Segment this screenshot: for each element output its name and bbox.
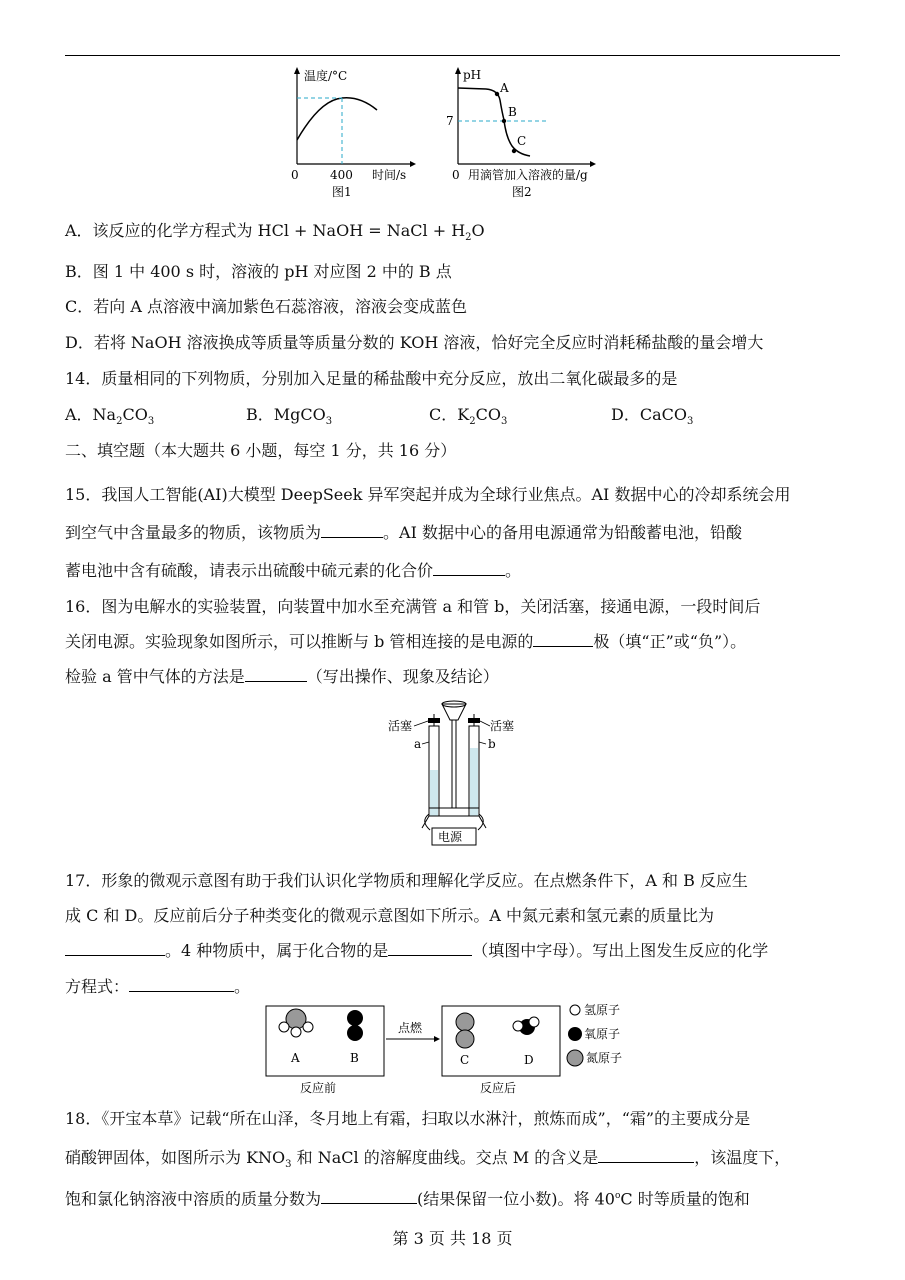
q15-blank-2[interactable] bbox=[433, 561, 505, 576]
q17-blank-3[interactable] bbox=[129, 977, 234, 992]
q16-blank-1[interactable] bbox=[533, 632, 593, 647]
stopcock-left-label: 活塞 bbox=[388, 719, 413, 733]
fig2-origin: 0 bbox=[452, 168, 460, 182]
fig2-xlabel: 用滴管加入溶液的量/g bbox=[468, 168, 588, 182]
figure-2 bbox=[446, 67, 596, 199]
q14-option-d: D．CaCO$_3$ bbox=[611, 405, 694, 428]
q13-option-c: C．若向 A 点溶液中滴加紫色石蕊溶液，溶液会变成蓝色 bbox=[65, 297, 467, 316]
q14-option-c: C．$K_2CO_3$ bbox=[429, 405, 508, 428]
q15-line-3: 蓄电池中含有硫酸，请表示出硫酸中硫元素的化合价 。 bbox=[65, 561, 522, 580]
q14-option-a: A．$Na_2CO_3$ bbox=[65, 405, 155, 428]
fig1-xlabel: 时间/s bbox=[372, 168, 407, 182]
q16-line-2: 关闭电源。实验现象如图所示，可以推断与 b 管相连接的是电源的 极（填“正”或“负”）。 bbox=[65, 632, 747, 651]
section-2-title: 二、填空题（本大题共 6 小题，每空 1 分，共 16 分） bbox=[65, 441, 457, 460]
arrow-condition: 点燃 bbox=[398, 1021, 423, 1035]
electrolysis-apparatus bbox=[380, 696, 530, 848]
q17-line-4: 方程式： 。 bbox=[65, 977, 251, 996]
figures-1-2 bbox=[280, 62, 620, 202]
caption-after: 反应后 bbox=[480, 1081, 517, 1095]
q18-blank-2[interactable] bbox=[321, 1189, 417, 1204]
q17-line-3: 。4 种物质中，属于化合物的是 （填图中字母）。写出上图发生反应的化学 bbox=[65, 941, 768, 961]
q15-line-1: 15．我国人工智能(AI)大模型 DeepSeek 异军突起并成为全球行业焦点。AI 数据中心的冷却系统会用 bbox=[65, 485, 791, 504]
label-a: A bbox=[291, 1051, 300, 1065]
q17-line-2: 成 C 和 D。反应前后分子种类变化的微观示意图如下所示。A 中氮元素和氢元素的质量比为 bbox=[65, 906, 714, 925]
q13-option-a: A．该反应的化学方程式为 HCl + NaOH = NaCl + $H_2O$ bbox=[65, 221, 485, 244]
power-label: 电源 bbox=[438, 830, 463, 844]
q15-blank-1[interactable] bbox=[321, 523, 383, 538]
q14-option-b: B．MgCO$_3$ bbox=[246, 405, 333, 428]
q16-line-1: 16．图为电解水的实验装置，向装置中加水至充满管 a 和管 b，关闭活塞，接通电源，一段时间后 bbox=[65, 597, 761, 616]
label-c: C bbox=[460, 1053, 470, 1067]
header-rule bbox=[65, 55, 840, 56]
q17-blank-1[interactable] bbox=[65, 941, 165, 956]
q15-line-2: 到空气中含量最多的物质，该物质为 。AI 数据中心的备用电源通常为铅酸蓄电池，铅酸 bbox=[65, 523, 742, 542]
fig2-point-c: C bbox=[517, 134, 527, 148]
q18-line-2: 硝酸钾固体，如图所示为 $KNO_3$ 和 NaCl 的溶解度曲线。交点 M 的含义是 ，该温度下， bbox=[65, 1148, 791, 1171]
fig2-ylabel: pH bbox=[463, 68, 482, 82]
fig2-point-b: B bbox=[508, 105, 517, 119]
figure-1 bbox=[291, 67, 416, 199]
q18-line-3: 饱和氯化钠溶液中溶质的质量分数为 (结果保留一位小数)。将 40$^o$C 时等质量的饱和 bbox=[65, 1189, 750, 1209]
q17-blank-2[interactable] bbox=[388, 941, 472, 956]
fig1-caption: 图1 bbox=[332, 185, 352, 199]
caption-before: 反应前 bbox=[300, 1081, 337, 1095]
reaction-micro-diagram bbox=[262, 1002, 662, 1098]
stopcock-right-label: 活塞 bbox=[490, 719, 515, 733]
q14-stem: 14．质量相同的下列物质，分别加入足量的稀盐酸中充分反应，放出二氧化碳最多的是 bbox=[65, 369, 678, 388]
legend-hydrogen: 氢原子 bbox=[584, 1003, 621, 1017]
q16-line-3: 检验 a 管中气体的方法是 （写出操作、现象及结论） bbox=[65, 667, 499, 686]
q18-blank-1[interactable] bbox=[598, 1148, 694, 1163]
page-footer: 第 3 页 共 18 页 bbox=[392, 1229, 513, 1248]
fig2-point-a: A bbox=[500, 81, 509, 95]
tube-b-label: b bbox=[488, 737, 496, 751]
q13-option-d: D．若将 NaOH 溶液换成等质量等质量分数的 KOH 溶液，恰好完全反应时消耗稀盐酸的量会增大 bbox=[65, 333, 764, 352]
legend-oxygen: 氧原子 bbox=[584, 1027, 621, 1041]
fig1-origin: 0 bbox=[291, 168, 299, 182]
label-d: D bbox=[524, 1053, 534, 1067]
q13-option-b: B．图 1 中 400 s 时，溶液的 pH 对应图 2 中的 B 点 bbox=[65, 262, 452, 281]
q16-blank-2[interactable] bbox=[245, 667, 307, 682]
fig1-ylabel: 温度/°C bbox=[304, 69, 348, 83]
q17-line-1: 17．形象的微观示意图有助于我们认识化学物质和理解化学反应。在点燃条件下，A 和 B 反应生 bbox=[65, 871, 748, 890]
legend-nitrogen: 氮原子 bbox=[586, 1051, 623, 1065]
fig2-tick-7: 7 bbox=[446, 114, 454, 128]
tube-a-label: a bbox=[414, 737, 422, 751]
q18-line-1: 18．《开宝本草》记载“所在山泽，冬月地上有霜，扫取以水淋汁，煎炼而成”，“霜”的主要成分是 bbox=[65, 1109, 751, 1128]
fig1-tick-400: 400 bbox=[330, 168, 353, 182]
label-b: B bbox=[350, 1051, 359, 1065]
fig2-caption: 图2 bbox=[512, 185, 532, 199]
